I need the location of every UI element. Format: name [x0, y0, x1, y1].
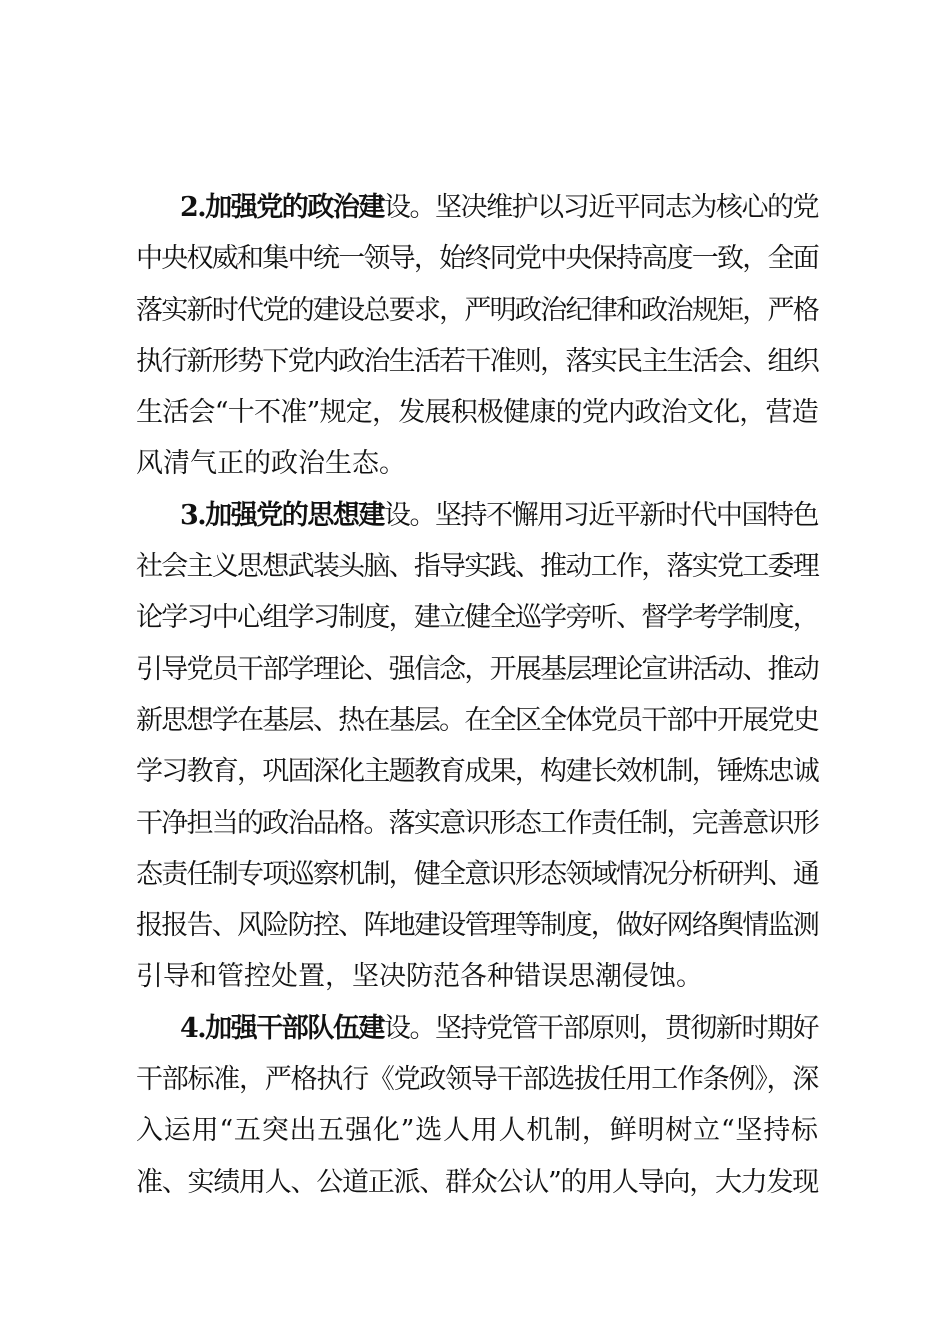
paragraph-line: 中央权威和集中统一领导，始终同党中央保持高度一致，全面: [136, 243, 818, 275]
paragraph-line: 执行新形势下党内政治生活若干准则，落实民主生活会、组织: [136, 345, 818, 377]
paragraph-line: [136, 182, 818, 233]
paragraph-line: 引导党员干部学理论、强信念，开展基层理论宣讲活动、推动: [136, 653, 818, 685]
paragraph-line: 新思想学在基层、热在基层。在全区全体党员干部中开展党史: [136, 704, 818, 736]
paragraph-line: 学习教育，巩固深化主题教育成果，构建长效机制，锤炼忠诚: [136, 756, 818, 788]
paragraph-line: [136, 490, 818, 541]
paragraph-line: 准、实绩用人、公道正派、群众公认”的用人导向，大力发现: [136, 1166, 818, 1198]
paragraph-line: 引导和管控处置，坚决防范各种错误思潮侵蚀。: [136, 961, 703, 993]
paragraph-text: 设。坚持不懈用习近平新时代中国特色: [383, 499, 818, 531]
paragraph-line: 生活会“十不准”规定，发展积极健康的党内政治文化，营造: [136, 397, 818, 429]
document-body: [136, 182, 818, 1208]
paragraph-line: 风清气正的政治生态。: [136, 448, 406, 480]
paragraph-line: 态责任制专项巡察机制，健全意识形态领域情况分析研判、通: [136, 858, 818, 890]
paragraph-political-construction: [136, 182, 818, 490]
paragraph-line: 论学习中心组学习制度，建立健全巡学旁听、督学考学制度，: [136, 602, 818, 634]
paragraph-text: 设。坚决维护以习近平同志为核心的党: [383, 192, 818, 223]
paragraph-cadre-team-construction: [136, 1003, 818, 1208]
section-heading: 4.加强干部队伍建: [180, 1012, 384, 1044]
paragraph-line: 干部标准，严格执行《党政领导干部选拔任用工作条例》，深: [136, 1064, 818, 1096]
paragraph-line: 入运用“五突出五强化”选人用人机制，鲜明树立“坚持标: [136, 1115, 818, 1147]
paragraph-line: [136, 1003, 818, 1054]
section-heading: 2.加强党的政治建: [180, 192, 384, 223]
paragraph-line: 社会主义思想武装头脑、指导实践、推动工作，落实党工委理: [136, 551, 818, 583]
section-heading: 3.加强党的思想建: [180, 499, 384, 531]
paragraph-line: 报报告、风险防控、阵地建设管理等制度，做好网络舆情监测: [136, 910, 818, 942]
paragraph-ideological-construction: [136, 490, 818, 1003]
paragraph-text: 设。坚持党管干部原则，贯彻新时期好: [383, 1012, 818, 1044]
paragraph-line: 落实新时代党的建设总要求，严明政治纪律和政治规矩，严格: [136, 294, 818, 326]
paragraph-line: 干净担当的政治品格。落实意识形态工作责任制，完善意识形: [136, 807, 818, 839]
